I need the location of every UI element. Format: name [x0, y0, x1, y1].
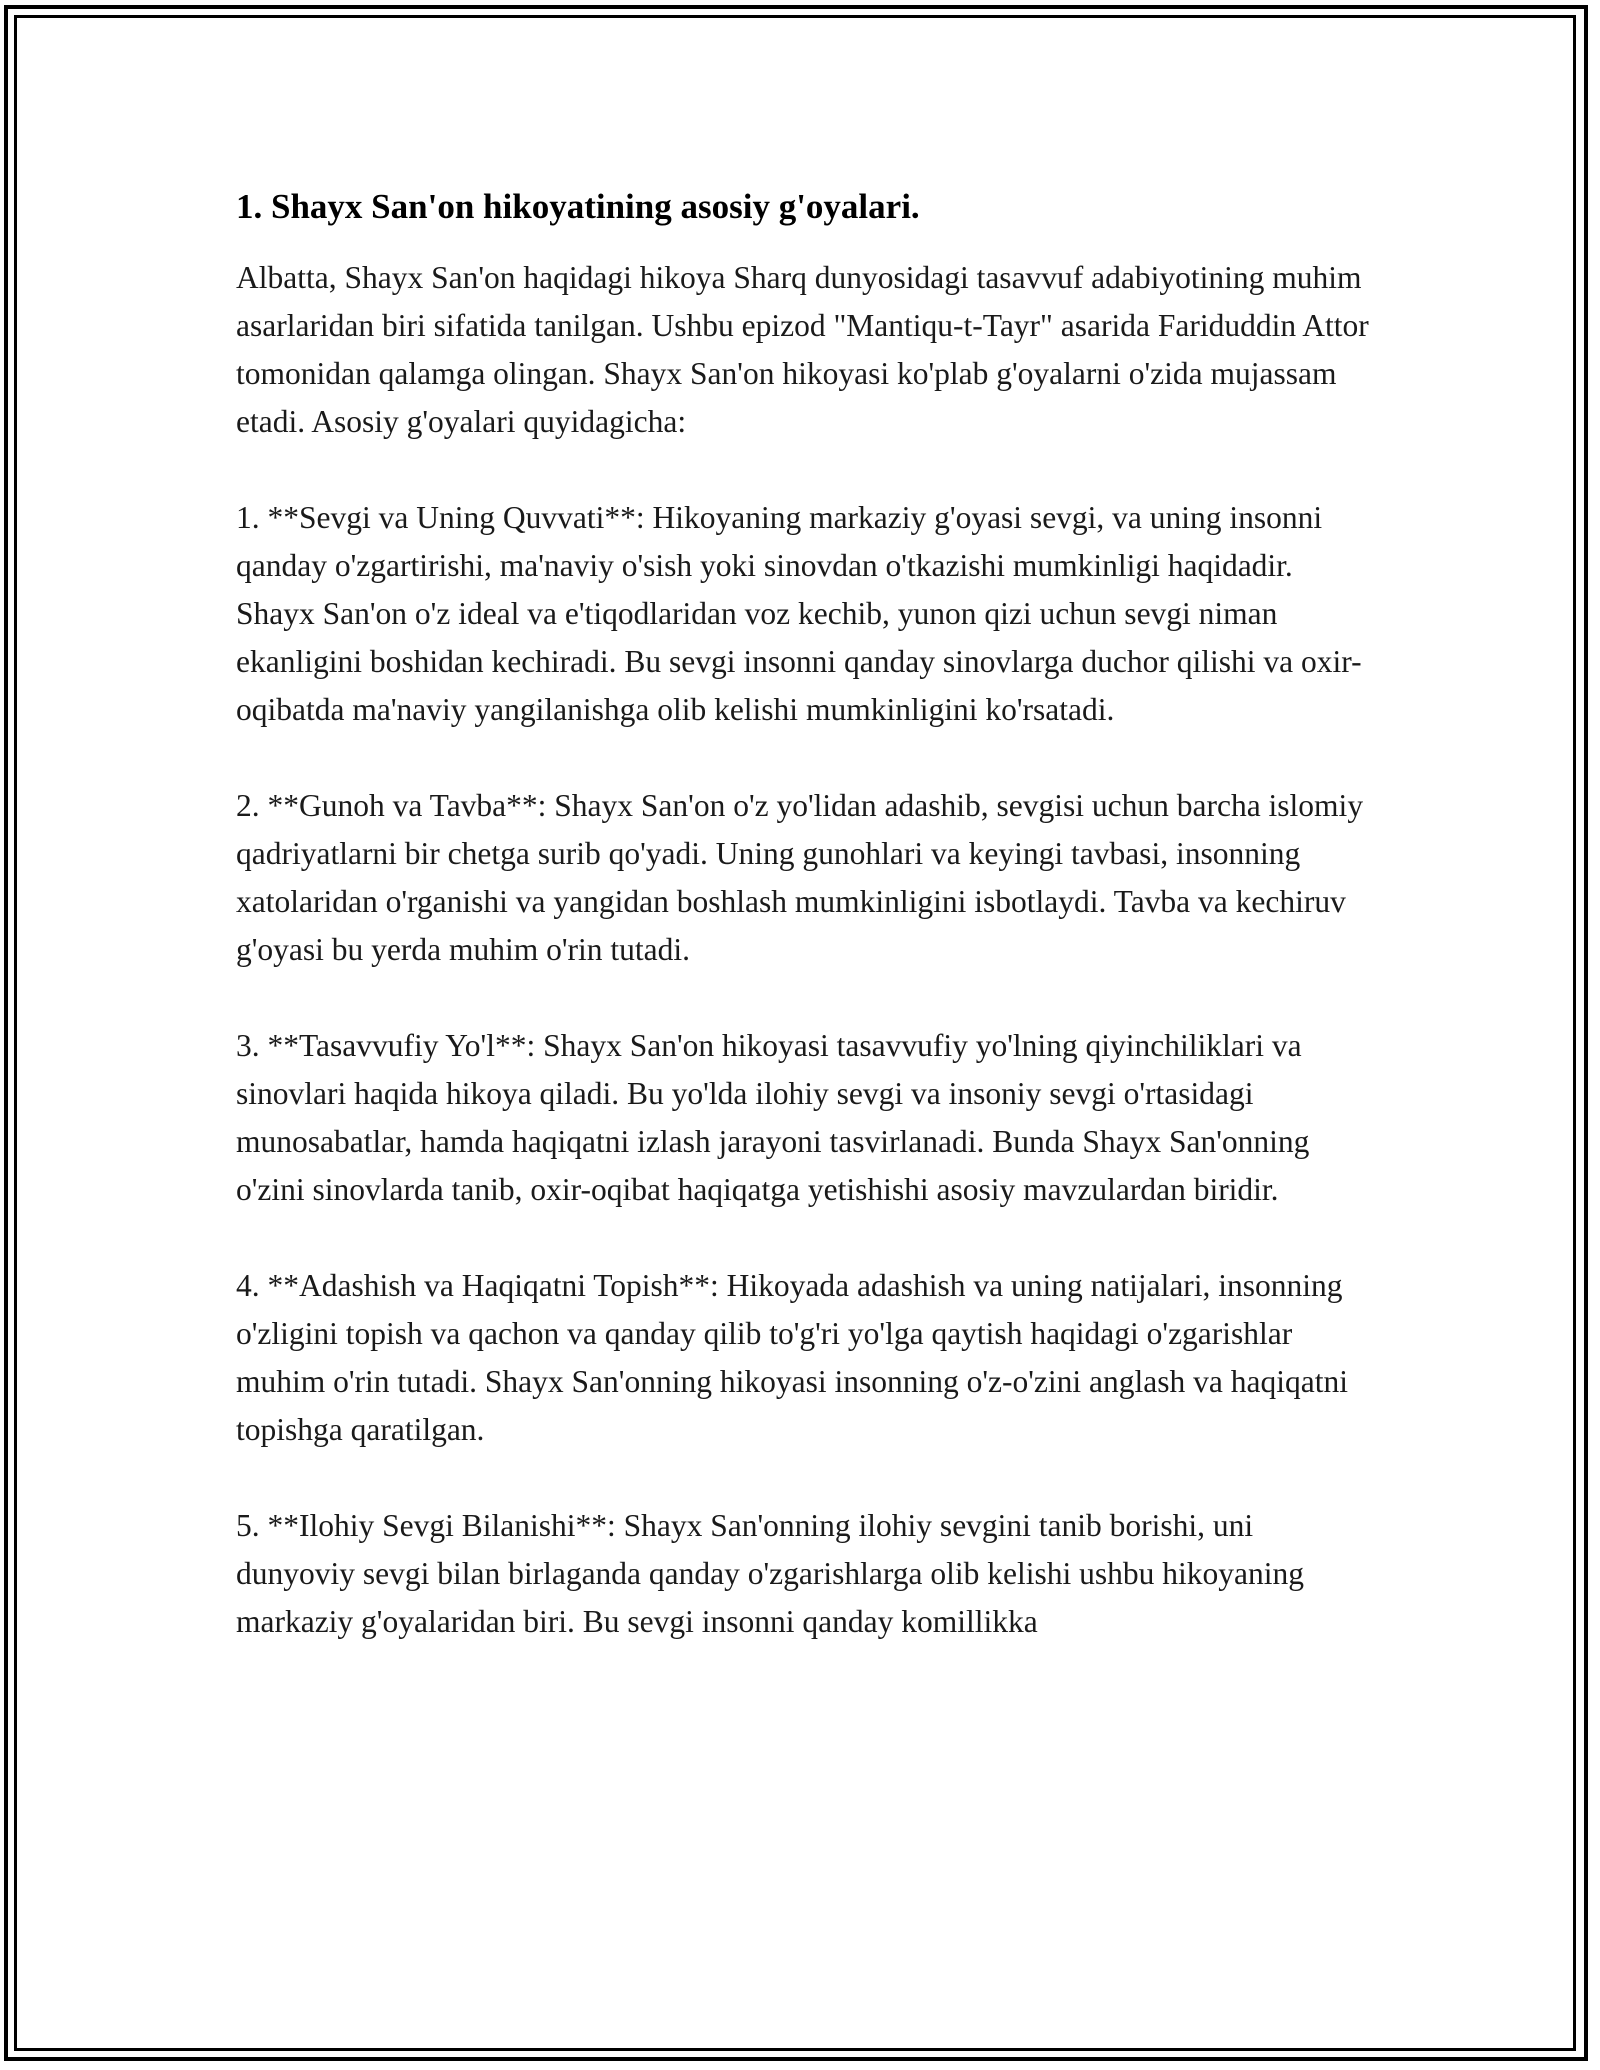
document-body: [236, 186, 1376, 1646]
list-item-2-paragraph: 2. **Gunoh va Tavba**: Shayx San'on o'z yo'lidan adashib, sevgisi uchun barcha islomiy qadriyatlarni bir chetga surib qo'yadi. Uning gunohlari va keyingi tavbasi, insonning xatolaridan o'rganishi va yangidan boshlash mumkinligini isbotlaydi. Tavba va kechiruv g'oyasi bu yerda muhim o'rin tutadi.: [236, 788, 1364, 967]
section-heading: 1. Shayx San'on hikoyatining asosiy g'oyalari.: [236, 187, 920, 226]
list-item-3-paragraph: 3. **Tasavvufiy Yo'l**: Shayx San'on hikoyasi tasavvufiy yo'lning qiyinchiliklari va sinovlari haqida hikoya qiladi. Bu yo'lda ilohiy sevgi va insoniy sevgi o'rtasidagi munosabatlar, hamda haqiqatni izlash jarayoni tasvirlanadi. Bunda Shayx San'onning o'zini sinovlarda tanib, oxir-oqibat haqiqatga yetishishi asosiy mavzulardan biridir.: [236, 1028, 1310, 1207]
list-item-4-paragraph: 4. **Adashish va Haqiqatni Topish**: Hikoyada adashish va uning natijalari, insonning o'zligini topish va qachon va qanday qilib to'g'ri yo'lga qaytish haqidagi o'zgarishlar muhim o'rin tutadi. Shayx San'onning hikoyasi insonning o'z-o'zini anglash va haqiqatni topishga qaratilgan.: [236, 1268, 1348, 1447]
list-item-5-paragraph: 5. **Ilohiy Sevgi Bilanishi**: Shayx San'onning ilohiy sevgini tanib borishi, uni dunyoviy sevgi bilan birlaganda qanday o'zgarishlarga olib kelishi ushbu hikoyaning markaziy g'oyalaridan biri. Bu sevgi insonni qanday komillikka: [236, 1508, 1305, 1639]
list-item-1-paragraph: 1. **Sevgi va Uning Quvvati**: Hikoyaning markaziy g'oyasi sevgi, va uning insonni qanday o'zgartirishi, ma'naviy o'sish yoki sinovdan o'tkazishi mumkinligi haqidadir. Shayx San'on o'z ideal va e'tiqodlaridan voz kechib, yunon qizi uchun sevgi niman ekanligini boshidan kechiradi. Bu sevgi insonni qanday sinovlarga duchor qilishi va oxir-oqibatda ma'naviy yangilanishga olib kelishi mumkinligini ko'rsatadi.: [236, 500, 1362, 727]
intro-paragraph: Albatta, Shayx San'on haqidagi hikoya Sharq dunyosidagi tasavvuf adabiyotining muhim asarlaridan biri sifatida tanilgan. Ushbu epizod "Mantiqu-t-Tayr" asarida Fariduddin Attor tomonidan qalamga olingan. Shayx San'on hikoyasi ko'plab g'oyalarni o'zida mujassam etadi. Asosiy g'oyalari quyidagicha:: [236, 260, 1369, 439]
